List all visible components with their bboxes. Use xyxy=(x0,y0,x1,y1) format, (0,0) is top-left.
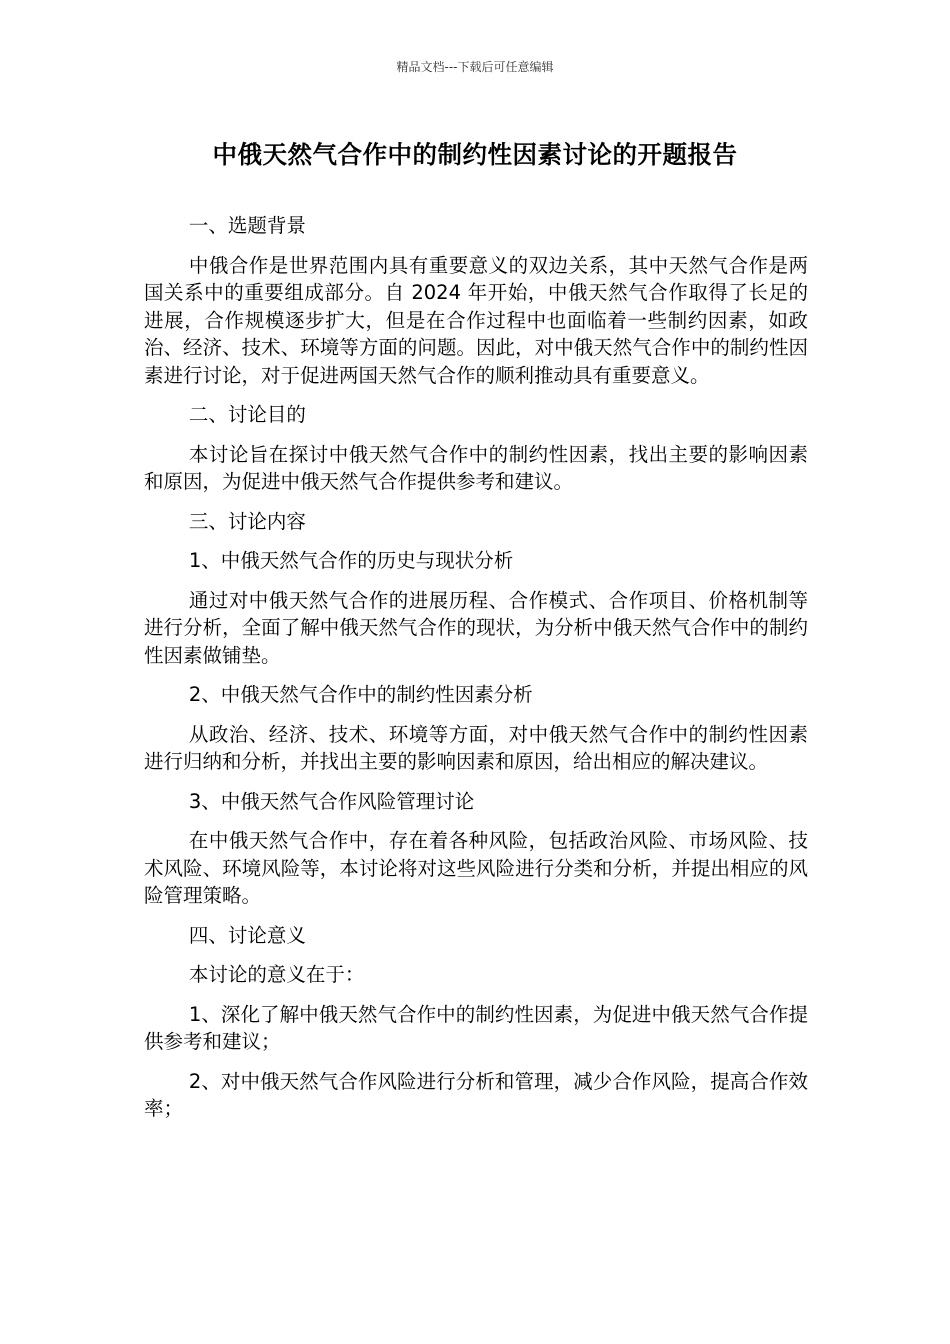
subheading-constraints: 2、中俄天然气合作中的制约性因素分析 xyxy=(188,683,533,706)
section-heading-significance: 四、讨论意义 xyxy=(188,923,306,947)
section-heading-background: 一、选题背景 xyxy=(188,214,306,237)
paragraph-significance-intro: 本讨论的意义在于： xyxy=(188,963,365,986)
list-item-significance-1: 1、深化了解中俄天然气合作中的制约性因素，为促进中俄天然气合作提供参考和建议； xyxy=(144,1002,808,1053)
paragraph-risk: 在中俄天然气合作中，存在着各种风险，包括政治风险、市场风险、技术风险、环境风险等，本讨论将对这些风险进行分类和分析，并提出相应的风险管理策略。 xyxy=(144,829,808,907)
section-heading-purpose: 二、讨论目的 xyxy=(188,403,306,426)
paragraph-history: 通过对中俄天然气合作的进展历程、合作模式、合作项目、价格机制等进行分析，全面了解中俄天然气合作的现状，为分析中俄天然气合作中的制约性因素做铺垫。 xyxy=(144,588,808,667)
list-item-significance-2: 2、对中俄天然气合作风险进行分析和管理，减少合作风险，提高合作效率； xyxy=(144,1069,808,1120)
document-body xyxy=(144,212,808,1135)
subheading-history: 1、中俄天然气合作的历史与现状分析 xyxy=(188,549,514,572)
section-heading-content: 三、讨论内容 xyxy=(188,509,306,533)
paragraph-constraints: 从政治、经济、技术、环境等方面，对中俄天然气合作中的制约性因素进行归纳和分析，并找出主要的影响因素和原因，给出相应的解决建议。 xyxy=(144,722,808,773)
page-header-note: 精品文档---下载后可任意编辑 xyxy=(396,60,554,74)
subheading-risk: 3、中俄天然气合作风险管理讨论 xyxy=(188,789,475,813)
paragraph-background: 中俄合作是世界范围内具有重要意义的双边关系，其中天然气合作是两国关系中的重要组成部分。自 2024 年开始，中俄天然气合作取得了长足的进展，合作规模逐步扩大，但是在合作过程中也面临着一些制约因素，如政治、经济、技术、环境等方面的问题。因此，对中俄天然气合作中的制约性因素进行讨论，对于促进两国天然气合作的顺利推动具有重要意义。 xyxy=(144,253,808,387)
paragraph-purpose: 本讨论旨在探讨中俄天然气合作中的制约性因素，找出主要的影响因素和原因，为促进中俄天然气合作提供参考和建议。 xyxy=(144,442,808,493)
document-title: 中俄天然气合作中的制约性因素讨论的开题报告 xyxy=(212,140,738,169)
